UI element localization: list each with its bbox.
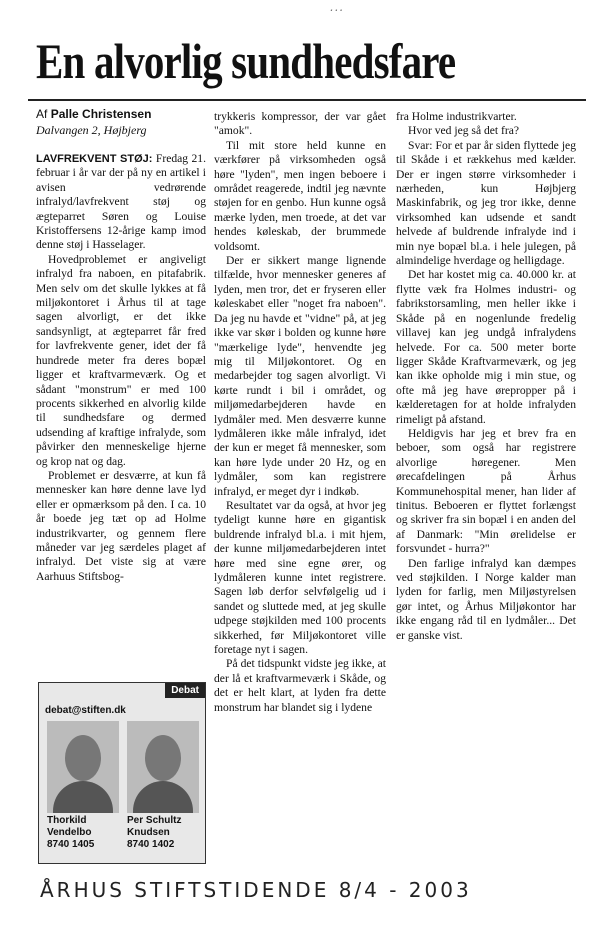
paragraph: Den farlige infralyd kan dæmpes ved støjkilden. I Norge kalder man lyden for farlig, men Miljøstyrelsen gør intet, og Århus Miljøkontor har ikke engang råd til en lydmåler... Det er ganske vist. bbox=[396, 556, 576, 642]
paragraph: Hovedproblemet er angiveligt infralyd fra naboen, en pitafabrik. Men selv om det skulle lykkes at få miljøkontoret i Århus til at tage sagen alvorligt, er det ikke sandsynligt, at ægteparret får fred for lavfrekvente gener, idet der få hundrede meter fra deres bopæl ligger et kraftvarmeværk. Og et sådant "monstrum" er med 100 procents sikkerhed en alvorlig kilde til sundhedsfare og dermed udsending af kraftige infralyde, som påvirker den menneskelige hjerne og krop nat og dag. bbox=[36, 252, 206, 468]
handwritten-scribble: ... bbox=[330, 0, 345, 14]
debat-box bbox=[38, 682, 206, 864]
editor-photo bbox=[127, 721, 199, 813]
author-address: Dalvangen 2, Højbjerg bbox=[36, 123, 147, 137]
paragraph: Det har kostet mig ca. 40.000 kr. at flytte væk fra Holmes industri- og fabrikstorsamling, men heller ikke i Skåde på en nogenlunde fredelig villavej kan jeg undgå infralydens helvede. For ca. 500 meter borte ligger Skåde Kraftvarmeværk, og jeg kan ikke opholde mig i min stue, og ofte må jeg have ørepropper på i kælderetagen for at holde infralyden rimeligt på afstand. bbox=[396, 268, 576, 426]
debat-tag: Debat bbox=[165, 683, 205, 698]
byline-prefix: Af bbox=[36, 107, 48, 121]
paragraph: På det tidspunkt vidste jeg ikke, at der lå et kraftvarmeværk i Skåde, og det er helt klart, at lyden fra dette monstrum har blandet sig i lydene bbox=[214, 657, 386, 714]
article-column-3 bbox=[396, 110, 576, 643]
debat-email: debat@stiften.dk bbox=[45, 705, 126, 716]
byline bbox=[36, 107, 151, 121]
article-column-1 bbox=[36, 152, 206, 584]
handwritten-source-note: ÅRHUS STIFTSTIDENDE 8/4 - 2003 bbox=[40, 878, 472, 902]
paragraph: Til mit store held kunne en værkfører på virksomheden også høre "lyden", men ingen beboere i området reagerede, indtil jeg nævnte støjen for en genbo. Hun kunne også mærke lyden, men troede, at det var hendes køleskab, der brummede voldsomt. bbox=[214, 138, 386, 253]
article-column-2 bbox=[214, 110, 386, 715]
editor-contact: Thorkild Vendelbo 8740 1405 bbox=[47, 815, 95, 850]
paragraph: Resultatet var da også, at hvor jeg tydeligt kunne høre en gigantisk buldrende infralyd bl.a. i mit hjem, der kunne miljømedarbejderen intet høre med sine egne ører, og lydmåleren kunne intet registrere. Sagen løb derfor selvfølgelig ud i sandet og sluttede med, at jeg skulle udpege støjkilden med 100 procents sikkerhed, før Miljøkontoret ville foretage nyt i sagen. bbox=[214, 498, 386, 657]
paragraph: Heldigvis har jeg et brev fra en beboer, som også har registrere alvorlige høregener. Men ørecafdelingen på Århus Kommunehospital mener, han lider af tinitus. Beboeren er flyttet forlængst og skriver fra sin bopæl i en anden del af Danmark: "Min ørelidelse er forsvundet - hurra?" bbox=[396, 426, 576, 556]
editor-photo bbox=[47, 721, 119, 813]
editor-contact: Per Schultz Knudsen 8740 1402 bbox=[127, 815, 182, 850]
author-name: Palle Christensen bbox=[50, 107, 152, 121]
headline: En alvorlig sundhedsfare bbox=[36, 33, 456, 89]
paragraph: fra Holme industrikvarter. bbox=[396, 110, 517, 123]
paragraph: Svar: For et par år siden flyttede jeg til Skåde i et rækkehus med kælder. Der er ingen større virksomheder i nærheden, kun Højbjerg Maskinfabrik, og jeg tror ikke, denne virksomhed kan udsende et sandt helvede af buldrende infralyde ind i min nye bopæl bl.a. i hele julegen, på almindelige hverdage og helligdage. bbox=[396, 138, 576, 268]
paragraph: Problemet er desværre, at kun få mennesker kan høre denne lave lyd eller er opmærksom på den. I ca. 10 år boede jeg tæt op ad Holme industrikvarter, og gennem flere måneder var jeg særdeles plaget af infralyd. Det viste sig at være Aarhuus Stiftsbog- bbox=[36, 468, 206, 583]
paragraph: Hvor ved jeg så det fra? bbox=[408, 124, 520, 138]
paragraph: Der er sikkert mange lignende tilfælde, hvor mennesker generes af lyden, men tror, det er fryseren eller køleskabet eller "noget fra naboen". Da jeg nu havde et "vidne" på, at jeg ikke var skør i bolden og kunne høre "mærkelige lyde", henvendte jeg mig til Miljøkontoret. Og en medarbejder tog sagen alvorligt. Vi kørte rundt i bil i området, og miljømedarbejderen havde en lydmåler med. Men desværre kunne lydmåleren ikke måle infralyd, idet der kun er meget få mennesker, som kan høre lyde under 20 Hz, og en lydmåler, som kan registrere infralyd, er meget dyr i indkøb. bbox=[214, 254, 386, 498]
kicker: LAVFREKVENT STØJ: bbox=[36, 153, 153, 165]
paragraph: LAVFREKVENT STØJ: Fredag 21. februar i år var der på ny en artikel i avisen vedrørende infralyd/lavfrekvent støj og ægteparret Søren og Louise Kristoffersens 12-årige kamp imod denne støj i Hasselager. bbox=[36, 152, 207, 252]
paragraph: trykkeris kompressor, der var gået "amok". bbox=[214, 110, 386, 138]
headline-rule bbox=[28, 99, 586, 101]
